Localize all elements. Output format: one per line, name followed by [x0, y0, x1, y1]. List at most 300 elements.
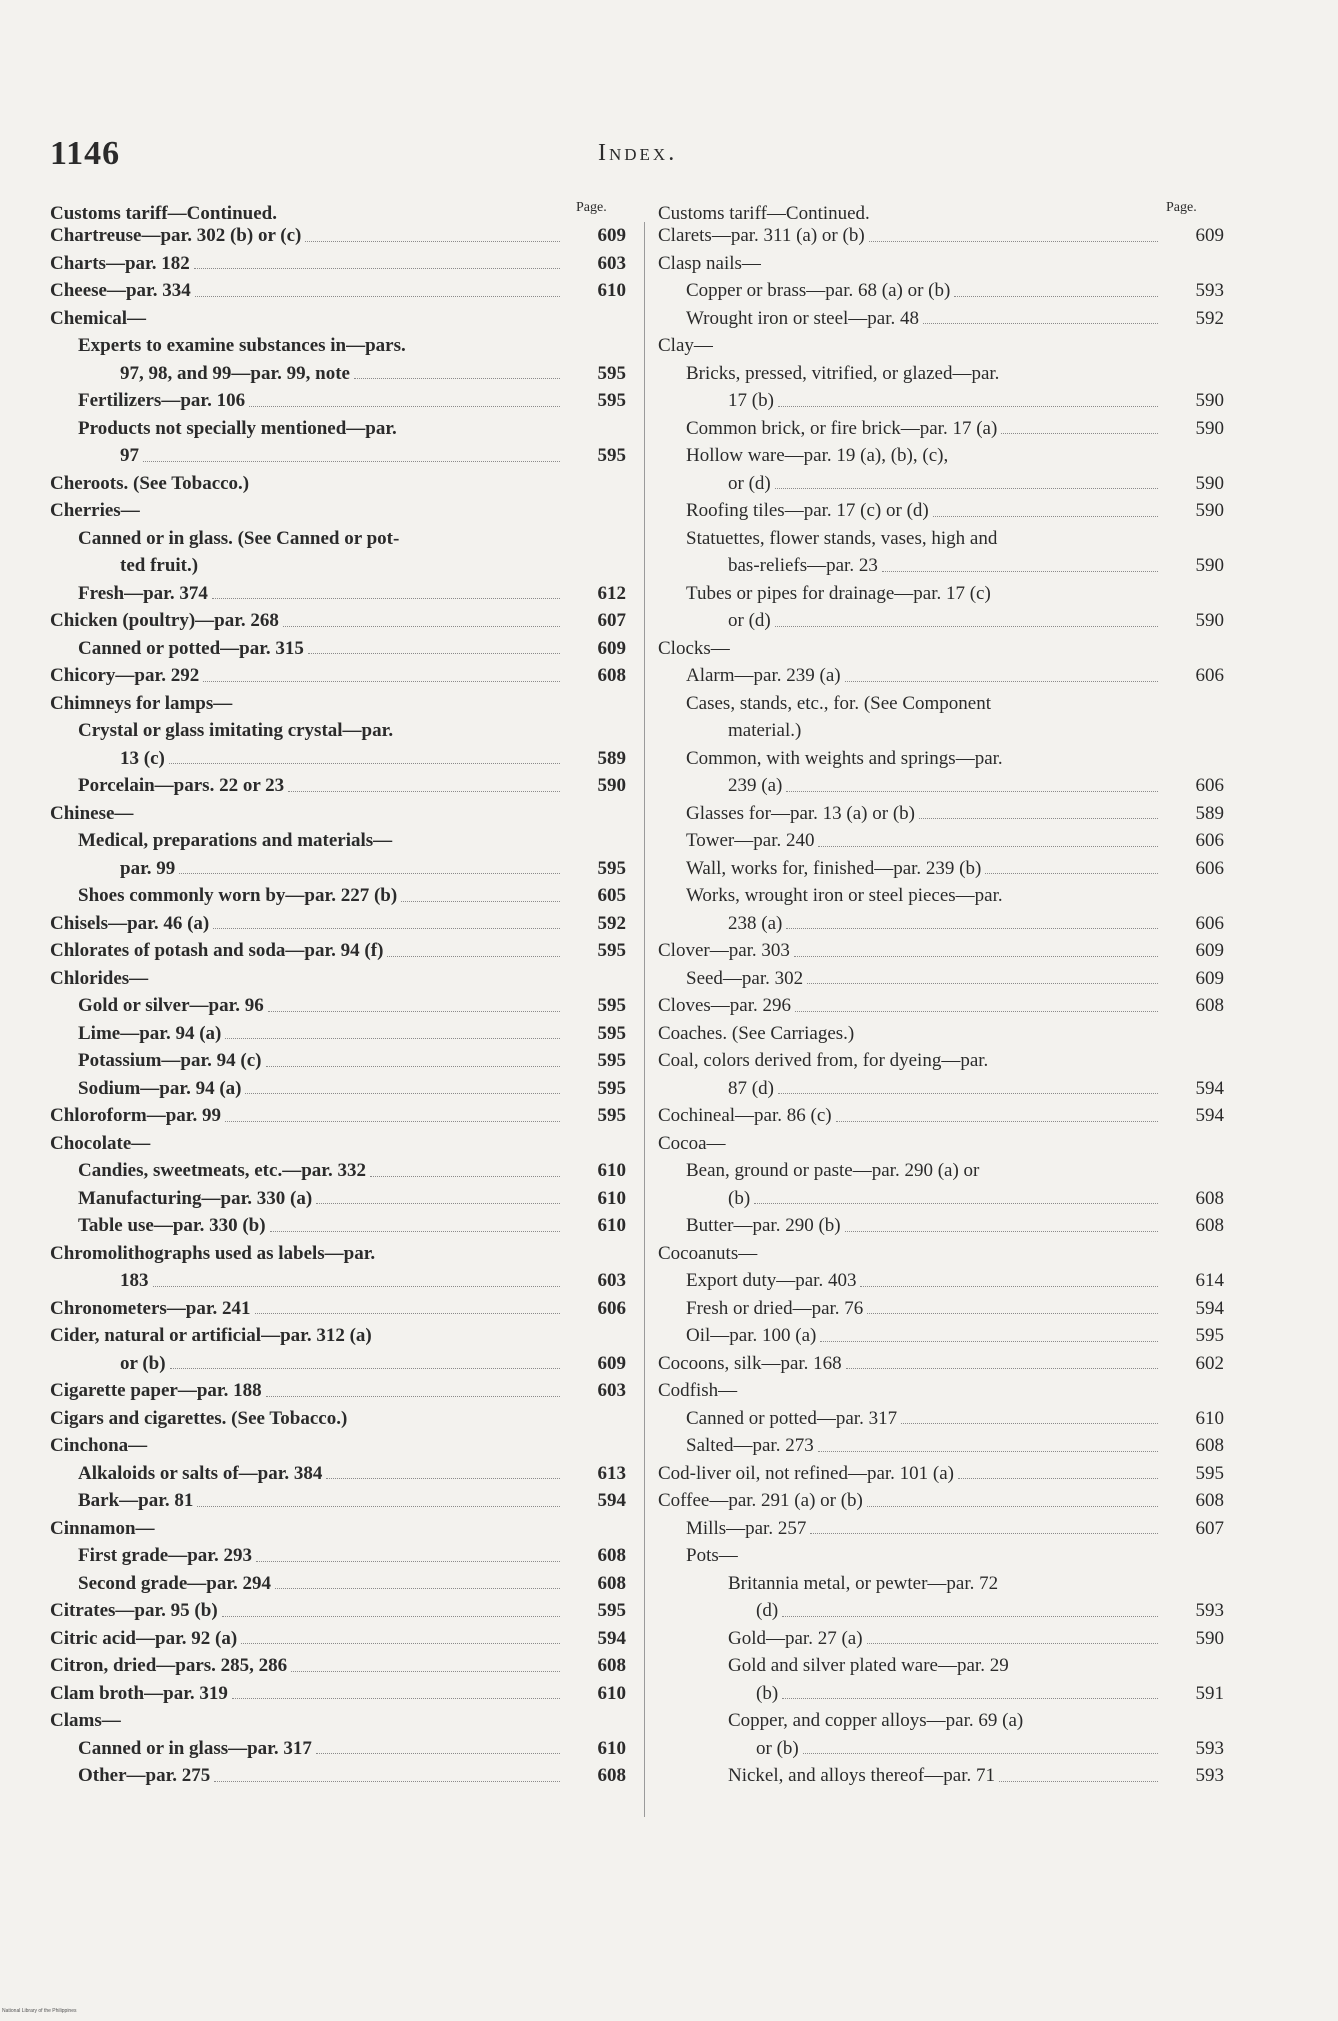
dot-leader — [845, 1212, 1158, 1232]
entry-page-number: 589 — [1195, 802, 1224, 824]
entry-text: Export duty—par. 403 — [686, 1270, 857, 1291]
index-entry — [50, 1075, 626, 1103]
index-entry — [658, 1570, 1224, 1598]
index-entry — [50, 1570, 626, 1598]
entry-page-number: 590 — [597, 775, 626, 796]
entry-page-number: 609 — [1195, 967, 1224, 989]
index-entry — [658, 800, 1224, 828]
entry-text: Clay— — [658, 335, 713, 356]
entry-page-number: 609 — [1195, 940, 1224, 961]
page-title: Index. — [598, 140, 678, 166]
entry-page-number: 590 — [1195, 417, 1224, 439]
index-entry — [50, 745, 626, 773]
page-number: 1146 — [50, 135, 121, 172]
entry-text: or (d) — [728, 472, 771, 494]
entry-text: Statuettes, flower stands, vases, high and — [686, 527, 998, 549]
index-entry — [50, 1487, 626, 1515]
index-entry — [50, 1267, 626, 1295]
index-entry — [50, 690, 626, 718]
index-entry — [50, 552, 626, 580]
entry-page-number: 590 — [1195, 555, 1224, 576]
entry-text: Coffee—par. 291 (a) or (b) — [658, 1490, 863, 1511]
entry-text: Clams— — [50, 1710, 121, 1731]
index-entry — [50, 442, 626, 470]
entry-page-number: 610 — [597, 1215, 626, 1236]
entry-page-number: 614 — [1195, 1270, 1224, 1291]
entry-text: Seed—par. 302 — [686, 967, 804, 989]
index-entry — [658, 1322, 1224, 1350]
index-entry — [658, 1460, 1224, 1488]
dot-leader — [266, 1377, 560, 1397]
entry-text: Canned or potted—par. 315 — [78, 637, 304, 659]
page-column-label: Page. — [1166, 200, 1197, 215]
dot-leader — [326, 1460, 560, 1480]
index-entry — [658, 965, 1224, 993]
dot-leader — [754, 1185, 1158, 1205]
dot-leader — [867, 1625, 1158, 1645]
entry-text: Canned or in glass. (See Canned or pot- — [78, 527, 400, 549]
index-entry — [658, 1377, 1224, 1405]
entry-text: Clocks— — [658, 637, 730, 659]
entry-text: Chloroform—par. 99 — [50, 1105, 221, 1126]
entry-page-number: 595 — [597, 1077, 626, 1099]
entry-text: Shoes commonly worn by—par. 227 (b) — [78, 885, 398, 906]
index-entry — [658, 552, 1224, 580]
column-divider — [644, 222, 645, 1817]
entry-text: Fresh or dried—par. 76 — [686, 1297, 864, 1319]
entry-text: 97, 98, and 99—par. 99, note — [120, 362, 350, 384]
entry-text: Nickel, and alloys thereof—par. 71 — [728, 1765, 995, 1786]
entry-page-number: 593 — [1195, 1765, 1224, 1786]
entry-text: Potassium—par. 94 (c) — [78, 1050, 262, 1071]
index-entry — [50, 497, 626, 525]
entry-text: Britannia metal, or pewter—par. 72 — [728, 1572, 999, 1594]
entry-text: Clam broth—par. 319 — [50, 1682, 228, 1704]
dot-leader — [283, 607, 560, 627]
index-entry — [50, 717, 626, 745]
entry-text: 239 (a) — [728, 775, 783, 796]
entry-text: 87 (d) — [728, 1077, 774, 1099]
entry-text: Chartreuse—par. 302 (b) or (c) — [50, 225, 302, 246]
index-entry — [658, 745, 1224, 773]
index-column-right — [658, 200, 1224, 1786]
dot-leader — [241, 1625, 560, 1645]
entry-text: Common, with weights and springs—par. — [686, 747, 1003, 769]
entry-page-number: 602 — [1195, 1352, 1224, 1374]
index-entry — [50, 855, 626, 883]
dot-leader — [256, 1542, 560, 1562]
index-entry — [50, 525, 626, 553]
entry-page-number: 595 — [597, 1600, 626, 1621]
entry-text: Cinnamon— — [50, 1517, 155, 1539]
entry-text: Alkaloids or salts of—par. 384 — [78, 1462, 323, 1484]
entry-text: Chlorates of potash and soda—par. 94 (f) — [50, 940, 384, 961]
entry-text: Works, wrought iron or steel pieces—par. — [686, 885, 1003, 906]
dot-leader — [860, 1267, 1158, 1287]
entry-page-number: 610 — [597, 280, 626, 301]
dot-leader — [786, 910, 1158, 930]
index-entry — [50, 1460, 626, 1488]
entry-text: Glasses for—par. 13 (a) or (b) — [686, 802, 915, 824]
entry-page-number: 608 — [1195, 1187, 1224, 1209]
index-entry — [50, 1405, 626, 1433]
index-entry — [658, 1487, 1224, 1515]
dot-leader — [778, 387, 1158, 407]
dot-leader — [954, 277, 1158, 297]
entry-text: Salted—par. 273 — [686, 1435, 814, 1456]
dot-leader — [275, 1570, 560, 1590]
entry-page-number: 610 — [597, 1187, 626, 1209]
dot-leader — [807, 965, 1158, 985]
dot-leader — [225, 1102, 560, 1122]
entry-text: (b) — [728, 1187, 751, 1209]
index-entry — [50, 387, 626, 415]
dot-leader — [270, 1212, 560, 1232]
entry-text: Chinese— — [50, 802, 134, 824]
dot-leader — [225, 1020, 560, 1040]
dot-leader — [305, 222, 560, 242]
entry-text: Gold—par. 27 (a) — [728, 1627, 863, 1649]
dot-leader — [401, 882, 560, 902]
dot-leader — [775, 470, 1158, 490]
index-entry — [50, 1295, 626, 1323]
entry-text: Medical, preparations and materials— — [78, 830, 393, 851]
index-entry — [658, 1735, 1224, 1763]
index-entry — [50, 250, 626, 278]
index-entry — [658, 1762, 1224, 1790]
dot-leader — [782, 1680, 1158, 1700]
entry-text: First grade—par. 293 — [78, 1545, 252, 1566]
entry-page-number: 594 — [597, 1490, 626, 1511]
entry-page-number: 603 — [597, 1270, 626, 1291]
dot-leader — [999, 1762, 1158, 1782]
index-entry — [658, 250, 1224, 278]
dot-leader — [786, 772, 1158, 792]
entry-page-number: 608 — [597, 1572, 626, 1594]
dot-leader — [836, 1102, 1158, 1122]
entry-text: Chicken (poultry)—par. 268 — [50, 610, 279, 631]
entry-text: 97 — [120, 445, 139, 466]
entry-text: Pots— — [686, 1545, 738, 1566]
entry-page-number: 595 — [1195, 1462, 1224, 1484]
dot-leader — [143, 442, 560, 462]
entry-page-number: 594 — [597, 1627, 626, 1649]
dot-leader — [370, 1157, 560, 1177]
entry-page-number: 595 — [597, 995, 626, 1016]
entry-text: Products not specially mentioned—par. — [78, 417, 397, 439]
index-entry — [658, 305, 1224, 333]
entry-text: Tubes or pipes for drainage—par. 17 (c) — [686, 582, 991, 604]
dot-leader — [803, 1735, 1158, 1755]
index-entry — [50, 1432, 626, 1460]
dot-leader — [354, 360, 560, 380]
entry-text: Copper, and copper alloys—par. 69 (a) — [728, 1710, 1024, 1731]
dot-leader — [170, 1350, 560, 1370]
index-entry — [50, 1377, 626, 1405]
entry-page-number: 609 — [597, 1352, 626, 1374]
index-entry — [50, 1735, 626, 1763]
dot-leader — [194, 250, 560, 270]
entry-text: Cinchona— — [50, 1435, 148, 1456]
entry-text: Cochineal—par. 86 (c) — [658, 1105, 832, 1126]
index-entry — [658, 470, 1224, 498]
index-entry — [658, 1185, 1224, 1213]
index-entry — [50, 1322, 626, 1350]
index-entry — [658, 607, 1224, 635]
entry-page-number: 608 — [597, 1655, 626, 1676]
dot-leader — [795, 992, 1158, 1012]
entry-page-number: 595 — [597, 940, 626, 961]
dot-leader — [195, 277, 560, 297]
index-entry — [50, 1102, 626, 1130]
entry-text: Cloves—par. 296 — [658, 995, 791, 1016]
entry-page-number: 610 — [1195, 1407, 1224, 1429]
entry-text: Chisels—par. 46 (a) — [50, 912, 210, 934]
entry-page-number: 606 — [1195, 665, 1224, 686]
index-entry — [658, 360, 1224, 388]
dot-leader — [923, 305, 1158, 325]
entry-text: Chronometers—par. 241 — [50, 1297, 251, 1319]
entry-text: Citron, dried—pars. 285, 286 — [50, 1655, 288, 1676]
index-entry — [50, 1047, 626, 1075]
entry-text: Canned or potted—par. 317 — [686, 1407, 898, 1429]
index-entry — [50, 607, 626, 635]
index-entry — [50, 1680, 626, 1708]
entry-text: Oil—par. 100 (a) — [686, 1325, 817, 1346]
index-entry — [658, 1130, 1224, 1158]
entry-text: Lime—par. 94 (a) — [78, 1022, 222, 1044]
entry-text: Cherries— — [50, 500, 140, 521]
index-entry — [658, 772, 1224, 800]
entry-page-number: 608 — [1195, 995, 1224, 1016]
index-entry — [50, 800, 626, 828]
entry-text: material.) — [728, 720, 802, 741]
index-entry — [658, 717, 1224, 745]
entry-text: Sodium—par. 94 (a) — [78, 1077, 242, 1099]
entry-page-number: 606 — [1195, 857, 1224, 879]
dot-leader — [933, 497, 1158, 517]
entry-text: Roofing tiles—par. 17 (c) or (d) — [686, 500, 929, 521]
entry-text: Chromolithographs used as labels—par. — [50, 1242, 376, 1264]
dot-leader — [845, 662, 1158, 682]
entry-text: Codfish— — [658, 1380, 738, 1401]
entry-text: Charts—par. 182 — [50, 252, 190, 274]
index-entry — [658, 1157, 1224, 1185]
entry-page-number: 593 — [1195, 280, 1224, 301]
dot-leader — [197, 1487, 560, 1507]
index-entry — [658, 580, 1224, 608]
entry-text: or (b) — [120, 1352, 166, 1374]
entry-text: Bark—par. 81 — [78, 1490, 194, 1511]
entry-page-number: 593 — [1195, 1737, 1224, 1759]
entry-page-number: 595 — [597, 857, 626, 879]
entry-page-number: 606 — [1195, 775, 1224, 796]
dot-leader — [387, 937, 560, 957]
entry-text: Cocoa— — [658, 1132, 726, 1154]
index-entry — [50, 937, 626, 965]
entry-page-number: 609 — [597, 637, 626, 659]
entry-page-number: 609 — [1195, 225, 1224, 246]
entry-page-number: 592 — [597, 912, 626, 934]
index-entry — [50, 1185, 626, 1213]
entry-page-number: 594 — [1195, 1105, 1224, 1126]
entry-text: Second grade—par. 294 — [78, 1572, 272, 1594]
index-entry — [50, 1130, 626, 1158]
index-entry — [50, 332, 626, 360]
dot-leader — [232, 1680, 560, 1700]
entry-text: (b) — [756, 1682, 779, 1704]
dot-leader — [818, 1432, 1158, 1452]
index-entry — [50, 1350, 626, 1378]
entry-text: Hollow ware—par. 19 (a), (b), (c), — [686, 445, 949, 466]
dot-leader — [316, 1735, 560, 1755]
dot-leader — [778, 1075, 1158, 1095]
index-entry — [50, 415, 626, 443]
index-entry — [658, 1075, 1224, 1103]
entry-page-number: 594 — [1195, 1297, 1224, 1319]
column-heading: Customs tariff—Continued. — [658, 203, 870, 224]
entry-page-number: 593 — [1195, 1600, 1224, 1621]
index-entry — [50, 1240, 626, 1268]
dot-leader — [268, 992, 560, 1012]
index-entry — [50, 470, 626, 498]
index-entry — [658, 992, 1224, 1020]
entry-text: Table use—par. 330 (b) — [78, 1215, 266, 1236]
entry-text: Wall, works for, finished—par. 239 (b) — [686, 857, 982, 879]
index-entry — [658, 497, 1224, 525]
dot-leader — [288, 772, 560, 792]
column-heading: Customs tariff—Continued. — [50, 203, 277, 224]
dot-leader — [249, 387, 560, 407]
entry-text: Cigarette paper—par. 188 — [50, 1380, 262, 1401]
entry-text: Cheese—par. 334 — [50, 280, 191, 301]
entry-page-number: 590 — [1195, 500, 1224, 521]
index-entry — [658, 387, 1224, 415]
index-entry — [658, 855, 1224, 883]
index-entry — [50, 1157, 626, 1185]
entry-page-number: 607 — [597, 610, 626, 631]
entry-page-number: 595 — [597, 362, 626, 384]
dot-leader — [255, 1295, 560, 1315]
entry-text: Coaches. (See Carriages.) — [658, 1022, 855, 1044]
entry-text: Gold or silver—par. 96 — [78, 995, 264, 1016]
entry-text: Cheroots. (See Tobacco.) — [50, 472, 250, 494]
dot-leader — [245, 1075, 560, 1095]
index-entry — [658, 1542, 1224, 1570]
entry-page-number: 591 — [1195, 1682, 1224, 1704]
index-entry — [50, 1212, 626, 1240]
index-entry — [50, 1542, 626, 1570]
entry-page-number: 608 — [597, 1545, 626, 1566]
entry-text: Coal, colors derived from, for dyeing—par. — [658, 1050, 989, 1071]
entry-text: Clasp nails— — [658, 252, 761, 274]
entry-text: 17 (b) — [728, 390, 774, 411]
entry-text: Clarets—par. 311 (a) or (b) — [658, 225, 865, 246]
entry-page-number: 595 — [1195, 1325, 1224, 1346]
entry-text: or (b) — [756, 1737, 799, 1759]
index-entry — [658, 910, 1224, 938]
entry-page-number: 608 — [597, 665, 626, 686]
entry-page-number: 590 — [1195, 472, 1224, 494]
index-entry — [658, 332, 1224, 360]
index-entry — [50, 305, 626, 333]
index-entry — [658, 827, 1224, 855]
entry-text: Alarm—par. 239 (a) — [686, 665, 841, 686]
index-entry — [50, 1707, 626, 1735]
index-entry — [658, 1295, 1224, 1323]
index-entry — [50, 662, 626, 690]
entry-text: Chlorides— — [50, 967, 149, 989]
entry-text: ted fruit.) — [120, 555, 199, 576]
entry-text: Cocoons, silk—par. 168 — [658, 1352, 842, 1374]
dot-leader — [846, 1350, 1158, 1370]
entry-text: Bean, ground or paste—par. 290 (a) or — [686, 1160, 980, 1181]
entry-text: Citrates—par. 95 (b) — [50, 1600, 218, 1621]
index-entry — [50, 635, 626, 663]
index-entry — [658, 525, 1224, 553]
entry-text: 13 (c) — [120, 747, 165, 769]
index-entries-left — [50, 222, 626, 1790]
index-entry — [658, 635, 1224, 663]
dot-leader — [958, 1460, 1158, 1480]
entry-page-number: 595 — [597, 445, 626, 466]
dot-leader — [308, 635, 560, 655]
dot-leader — [291, 1652, 560, 1672]
entry-text: Bricks, pressed, vitrified, or glazed—par. — [686, 362, 1000, 384]
index-entry — [50, 1762, 626, 1790]
dot-leader — [869, 222, 1158, 242]
entry-page-number: 606 — [597, 1297, 626, 1319]
entry-text: or (d) — [728, 610, 771, 631]
entry-page-number: 595 — [597, 1050, 626, 1071]
entry-text: Manufacturing—par. 330 (a) — [78, 1187, 313, 1209]
index-entry — [658, 1707, 1224, 1735]
entry-page-number: 608 — [1195, 1215, 1224, 1236]
entry-page-number: 608 — [1195, 1435, 1224, 1456]
dot-leader — [818, 827, 1158, 847]
index-entry — [50, 580, 626, 608]
index-entry — [658, 1432, 1224, 1460]
entry-page-number: 590 — [1195, 390, 1224, 411]
entry-page-number: 590 — [1195, 610, 1224, 631]
entry-page-number: 589 — [597, 747, 626, 769]
entry-text: Common brick, or fire brick—par. 17 (a) — [686, 417, 998, 439]
entry-text: (d) — [756, 1600, 779, 1621]
entry-page-number: 592 — [1195, 307, 1224, 329]
entry-page-number: 610 — [597, 1737, 626, 1759]
dot-leader — [1001, 415, 1158, 435]
entry-text: Tower—par. 240 — [686, 830, 815, 851]
entry-text: Cases, stands, etc., for. (See Component — [686, 692, 992, 714]
entry-text: Cigars and cigarettes. (See Tobacco.) — [50, 1407, 348, 1429]
dot-leader — [214, 1762, 560, 1782]
index-entry — [658, 1350, 1224, 1378]
entry-text: Candies, sweetmeats, etc.—par. 332 — [78, 1160, 366, 1181]
entry-page-number: 609 — [597, 225, 626, 246]
entry-page-number: 595 — [597, 390, 626, 411]
index-entry — [658, 1680, 1224, 1708]
dot-leader — [810, 1515, 1158, 1535]
dot-leader — [867, 1487, 1158, 1507]
index-entry — [50, 277, 626, 305]
index-entry — [658, 277, 1224, 305]
dot-leader — [203, 662, 560, 682]
index-entry — [658, 222, 1224, 250]
entry-page-number: 603 — [597, 1380, 626, 1401]
entry-page-number: 607 — [1195, 1517, 1224, 1539]
entry-page-number: 608 — [1195, 1490, 1224, 1511]
entry-text: Canned or in glass—par. 317 — [78, 1737, 312, 1759]
